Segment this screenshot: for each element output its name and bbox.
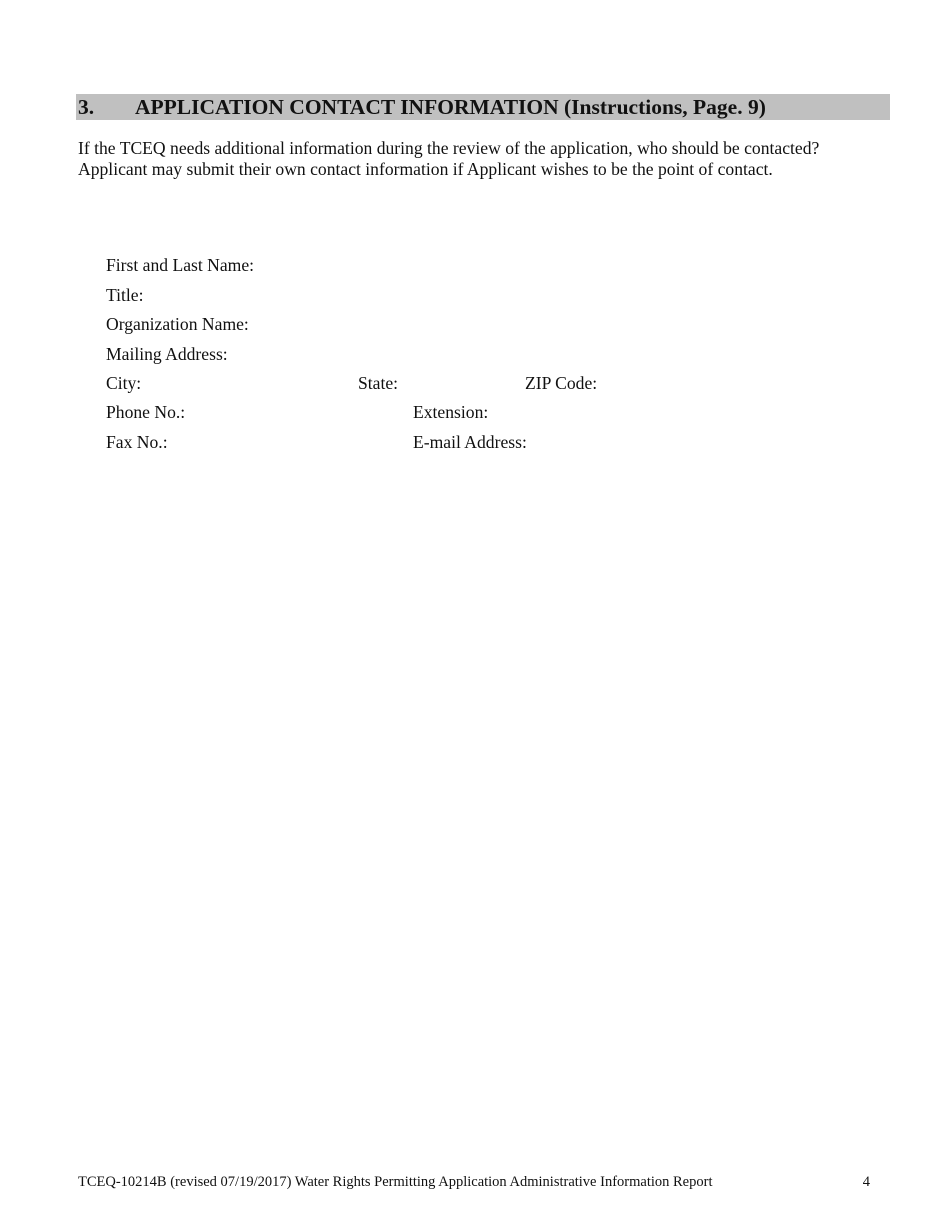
mailing-address-field[interactable] <box>106 343 228 365</box>
email-label: E-mail Address: <box>413 432 527 452</box>
page-number: 4 <box>862 1174 870 1190</box>
extension-field[interactable] <box>413 401 488 423</box>
section-number: 3. <box>78 95 95 119</box>
organization-name-label: Organization Name: <box>106 314 249 334</box>
fax-field[interactable] <box>106 431 168 453</box>
extension-label: Extension: <box>413 402 489 422</box>
city-field[interactable] <box>106 372 141 394</box>
mailing-address-label: Mailing Address: <box>106 344 228 364</box>
city-label: City: <box>106 373 142 393</box>
fax-label: Fax No.: <box>106 432 168 452</box>
footer-text: TCEQ-10214B (revised 07/19/2017) Water Rights Permitting Application Administrative Information Report <box>78 1174 713 1190</box>
state-field[interactable] <box>358 372 398 394</box>
state-label: State: <box>358 373 399 393</box>
zip-code-label: ZIP Code: <box>525 373 598 393</box>
zip-code-field[interactable] <box>525 372 597 394</box>
first-last-name-field[interactable] <box>106 254 254 276</box>
organization-name-field[interactable] <box>106 313 249 335</box>
phone-field[interactable] <box>106 401 185 423</box>
title-label: Title: <box>106 285 144 305</box>
first-last-name-label: First and Last Name: <box>106 255 255 275</box>
section-heading <box>76 94 890 120</box>
intro-paragraph: If the TCEQ needs additional information during the review of the application, who should be contacted? Applicant may submit their own contact information if Applicant wishes to be the point of contact. <box>78 138 820 179</box>
email-field[interactable] <box>413 431 527 453</box>
title-field[interactable] <box>106 284 144 306</box>
phone-label: Phone No.: <box>106 402 186 422</box>
section-title: APPLICATION CONTACT INFORMATION (Instructions, Page. 9) <box>135 95 766 119</box>
